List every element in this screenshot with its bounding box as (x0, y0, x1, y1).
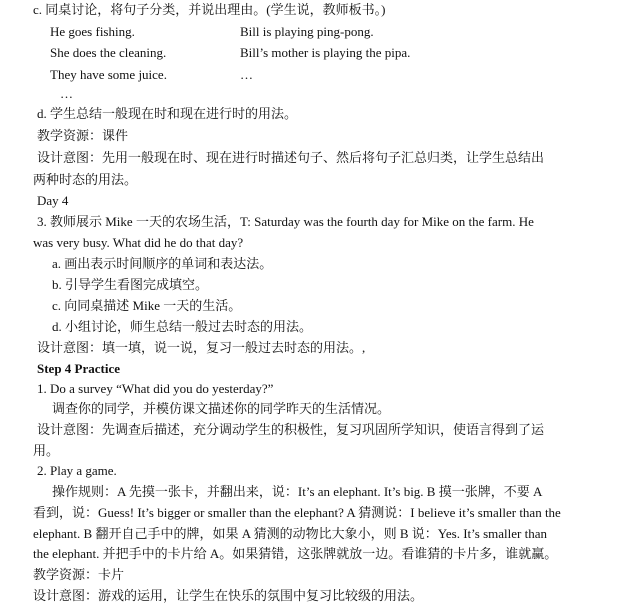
item-3-step-b: b. 引导学生看图完成填空。 (52, 277, 209, 292)
present-continuous-example: Bill is playing ping-pong. (240, 24, 374, 39)
present-simple-example: He goes fishing. (50, 24, 135, 39)
present-simple-example: They have some juice. (50, 67, 167, 82)
example-row-3 (50, 65, 253, 85)
day-4-heading: Day 4 (37, 193, 69, 208)
design-intent-3-continued: 用。 (33, 443, 60, 458)
game-rules-line-4: the elephant. 并把手中的卡片给 A。如果猜错，这张牌就放一边。看谁猜的卡片多，谁就赢。 (33, 546, 558, 561)
section-d-text: d. 学生总结一般现在时和现在进行时的用法。 (37, 106, 298, 121)
teaching-resource-1: 教学资源：课件 (37, 128, 129, 143)
design-intent-1-continued: 两种时态的用法。 (33, 172, 138, 187)
step-4-heading: Step 4 Practice (37, 361, 121, 376)
game-rules-line-2: 看到，说：Guess! It’s bigger or smaller than the elephant? A 猜测说：I believe it’s smaller than the (33, 505, 561, 520)
item-3-step-a: a. 画出表示时间顺序的单词和表达法。 (52, 256, 273, 271)
present-continuous-example: … (240, 67, 253, 82)
design-intent-1: 设计意图：先用一般现在时、现在进行时描述句子、然后将句子汇总归类，让学生总结出 (37, 150, 545, 165)
item-3-line-1: 3. 教师展示 Mike 一天的农场生活，T: Saturday was the fourth day for Mike on the farm. He (37, 214, 534, 229)
survey-description: 调查你的同学，并模仿课文描述你的同学昨天的生活情况。 (52, 401, 391, 416)
example-ellipsis: … (60, 86, 73, 101)
section-c-heading: c. 同桌讨论，将句子分类，并说出理由。(学生说，教师板书。) (33, 2, 386, 17)
present-simple-example: She does the cleaning. (50, 45, 167, 60)
game-title: 2. Play a game. (37, 463, 117, 478)
present-continuous-example: Bill’s mother is playing the pipa. (240, 45, 411, 60)
design-intent-3: 设计意图：先调查后描述，充分调动学生的积极性，复习巩固所学知识，使语言得到了运 (37, 422, 545, 437)
teaching-resource-2: 教学资源：卡片 (33, 567, 125, 582)
design-intent-4: 设计意图：游戏的运用，让学生在快乐的氛围中复习比较级的用法。 (33, 588, 424, 603)
item-3-line-2: was very busy. What did he do that day? (33, 235, 244, 250)
example-row-2 (50, 43, 411, 63)
game-rules-line-1: 操作规则：A 先摸一张卡，并翻出来，说：It’s an elephant. It’s big. B 摸一张牌，不要 A (52, 484, 543, 499)
item-3-step-d: d. 小组讨论，师生总结一般过去时态的用法。 (52, 319, 313, 334)
game-rules-line-3: elephant. B 翻开自己手中的牌，如果 A 猜测的动物比大象小，则 B 说：Yes. It’s smaller than (33, 526, 547, 541)
item-3-step-c: c. 向同桌描述 Mike 一天的生活。 (52, 298, 242, 313)
design-intent-2: 设计意图：填一填，说一说，复习一般过去时态的用法。, (37, 340, 366, 355)
example-row-1 (50, 22, 374, 42)
survey-title: 1. Do a survey “What did you do yesterday?” (37, 381, 274, 396)
